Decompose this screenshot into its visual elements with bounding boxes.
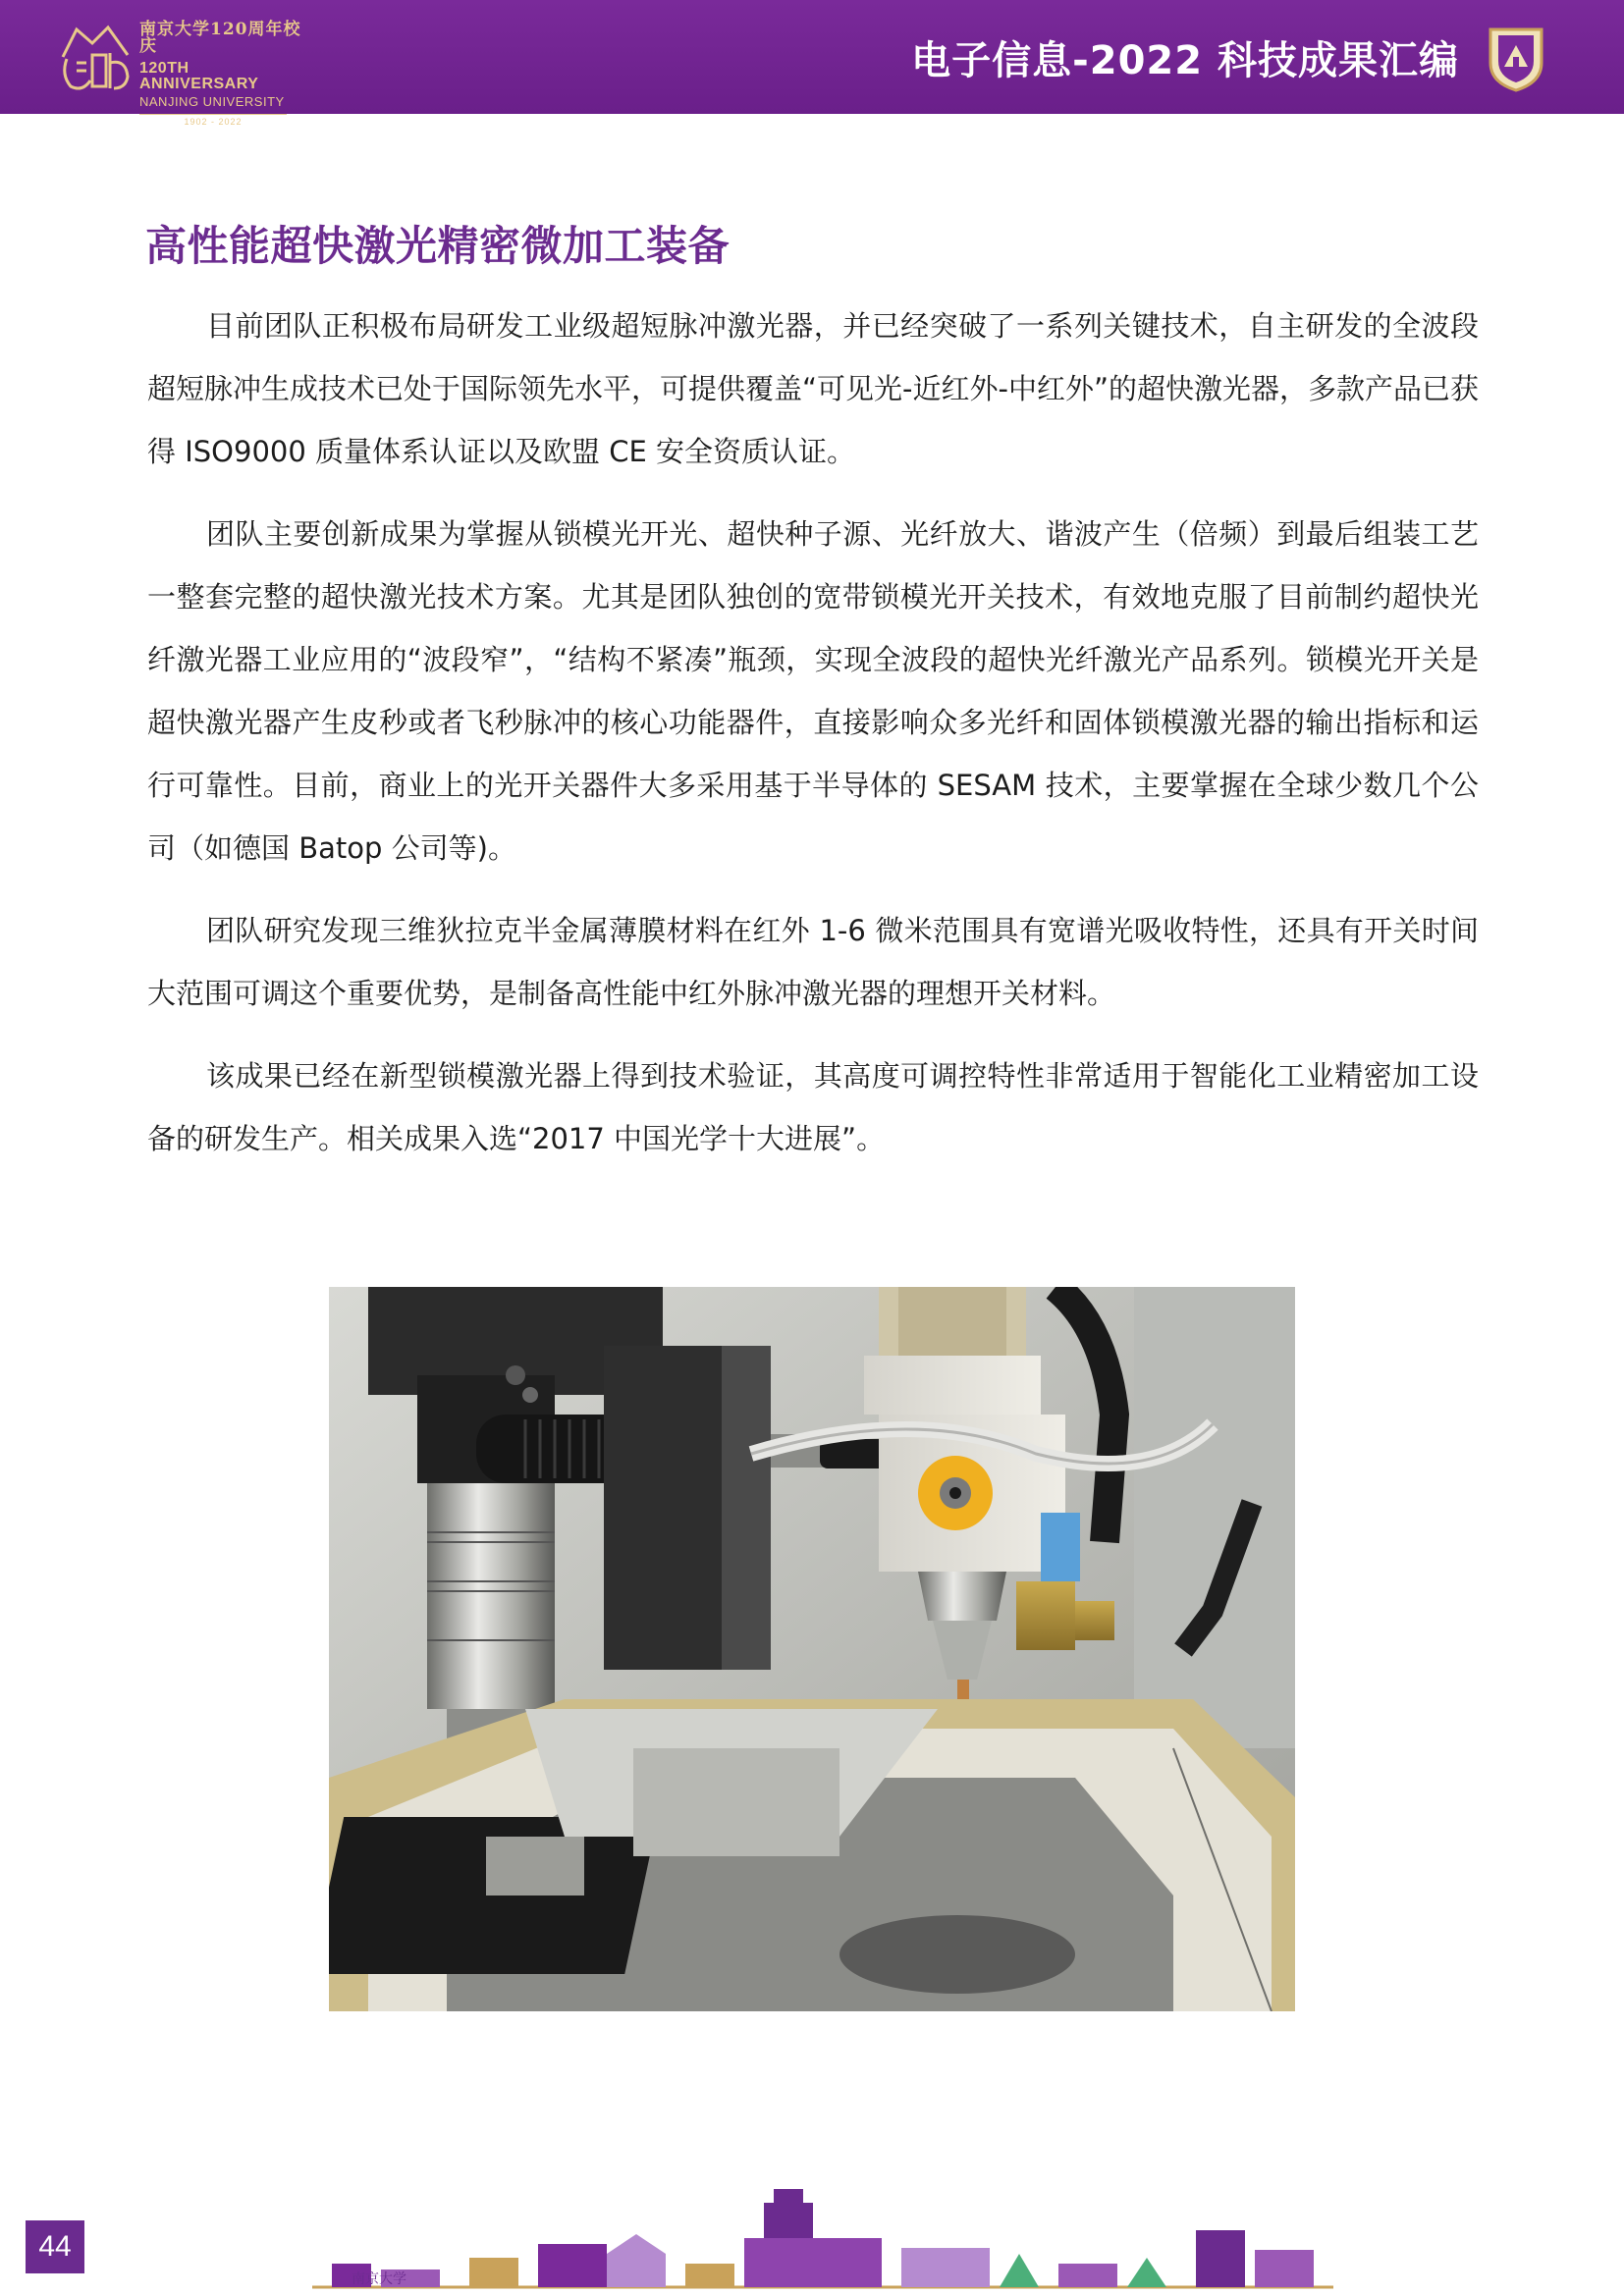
anniversary-logo-text	[139, 22, 302, 127]
equipment-photo	[329, 1287, 1295, 2011]
article-title: 高性能超快激光精密微加工装备	[145, 222, 731, 270]
logo-line-2: 120TH ANNIVERSARY	[139, 60, 259, 92]
logo-line-1: 南京大学120周年校庆	[139, 20, 301, 56]
anniversary-logo-icon	[57, 20, 134, 94]
page-number: 44	[26, 2220, 84, 2273]
logo-line-3: NANJING UNIVERSITY	[139, 94, 285, 109]
skyline-caption: 南京大学	[352, 2271, 406, 2287]
laser-equipment-illustration	[329, 1287, 1295, 2011]
logo-line-4: 1902 - 2022	[139, 114, 287, 127]
paragraph: 目前团队正积极布局研发工业级超短脉冲激光器，并已经突破了一系列关键技术，自主研发的全波段超短脉冲生成技术已处于国际领先水平，可提供覆盖“可见光-近红外-中红外”的超快激光器，多款产品已获得 ISO9000 质量体系认证以及欧盟 CE 安全资质认证。	[147, 309, 1479, 468]
article-body	[147, 294, 1479, 1190]
header-bar	[0, 0, 1624, 127]
paragraph: 团队主要创新成果为掌握从锁模光开光、超快种子源、光纤放大、谐波产生（倍频）到最后组装工艺一整套完整的超快激光技术方案。尤其是团队独创的宽带锁模光开关技术，有效地克服了目前制约超快光纤激光器工业应用的“波段窄”，“结构不紧凑”瓶颈，实现全波段的超快光纤激光产品系列。锁模光开关是超快激光器产生皮秒或者飞秒脉冲的核心功能器件，直接影响众多光纤和固体锁模激光器的输出指标和运行可靠性。目前，商业上的光开关器件大多采用基于半导体的 SESAM 技术，主要掌握在全球少数几个公司（如德国 Batop 公司等)。	[147, 517, 1479, 865]
header-title: 电子信息-2022 科技成果汇编	[911, 38, 1459, 83]
paragraph: 团队研究发现三维狄拉克半金属薄膜材料在红外 1-6 微米范围具有宽谱光吸收特性，还具有开关时间大范围可调这个重要优势，是制备高性能中红外脉冲激光器的理想开关材料。	[147, 914, 1479, 1010]
university-emblem-icon	[1487, 24, 1545, 92]
campus-skyline-icon	[312, 2185, 1333, 2296]
paragraph: 该成果已经在新型锁模激光器上得到技术验证，其高度可调控特性非常适用于智能化工业精密加工设备的研发生产。相关成果入选“2017 中国光学十大进展”。	[147, 1059, 1479, 1155]
anniversary-logo	[57, 14, 302, 127]
